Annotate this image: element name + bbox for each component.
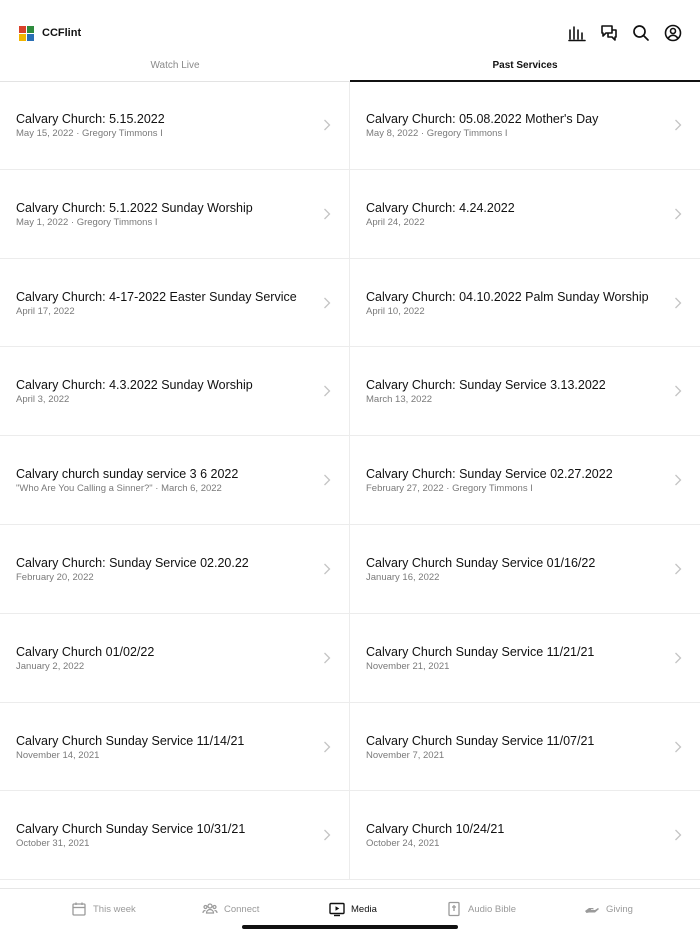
chevron-right-icon [323,208,331,220]
service-subtitle: April 3, 2022 [16,394,70,406]
service-item[interactable] [350,259,700,348]
service-subtitle: May 15, 2022 · Gregory Timmons I [16,128,163,139]
service-title: Calvary Church: 05.08.2022 Mother's Day [366,112,599,126]
service-item[interactable] [0,81,350,170]
equalizer-icon[interactable] [568,24,586,42]
service-subtitle: April 17, 2022 [16,305,75,317]
service-title: Calvary Church: Sunday Service 02.20.22 [16,555,249,570]
service-item[interactable] [0,347,350,436]
calendar-icon [71,901,87,917]
chevron-right-icon [323,474,331,486]
chevron-right-icon [674,208,682,220]
profile-icon[interactable] [664,24,682,42]
service-subtitle: February 27, 2022 · Gregory Timmons I [366,483,533,495]
chevron-right-icon [323,563,331,575]
tabbar-connect[interactable] [202,900,259,918]
bible-icon [446,901,462,917]
service-subtitle: March 13, 2022 [366,394,433,406]
tabbar-label: Media [351,903,377,915]
tabbar-label: This week [93,903,136,915]
service-title: Calvary Church: 4.24.2022 [366,200,515,215]
giving-hand-icon [584,901,600,917]
people-icon [202,901,218,917]
service-title: Calvary Church: 5.15.2022 [16,112,165,126]
service-title: Calvary Church: 5.1.2022 Sunday Worship [16,200,253,215]
chat-icon[interactable] [600,24,618,42]
service-subtitle: April 24, 2022 [366,216,425,228]
service-item[interactable] [350,81,700,170]
service-title: Calvary Church Sunday Service 11/07/21 [366,733,595,748]
chevron-right-icon [674,385,682,397]
service-subtitle: November 21, 2021 [366,660,450,672]
tabbar-label: Giving [606,903,633,915]
service-item[interactable] [0,791,350,880]
tabbar-this-week[interactable] [71,900,136,918]
service-title: Calvary Church 10/24/21 [366,822,505,837]
past-services-grid [0,81,700,881]
chevron-right-icon [674,652,682,664]
service-item[interactable] [0,170,350,259]
chevron-right-icon [674,297,682,309]
service-title: Calvary Church Sunday Service 01/16/22 [366,555,596,570]
service-title: Calvary Church Sunday Service 10/31/21 [16,822,246,837]
service-subtitle: November 14, 2021 [16,749,100,761]
tab-past-services[interactable]: Past Services [350,56,700,82]
service-subtitle: April 10, 2022 [366,305,425,317]
chevron-right-icon [674,829,682,841]
service-subtitle: October 31, 2021 [16,838,90,850]
service-item[interactable] [350,614,700,703]
service-title: Calvary church sunday service 3 6 2022 [16,467,239,482]
tabbar-giving[interactable] [584,900,633,918]
service-item[interactable] [0,703,350,792]
chevron-right-icon [674,741,682,753]
service-subtitle: "Who Are You Calling a Sinner?" · March 6, 2022 [16,483,222,495]
service-title: Calvary Church: 4.3.2022 Sunday Worship [16,378,253,393]
chevron-right-icon [674,119,682,131]
service-subtitle: October 24, 2021 [366,838,440,850]
service-title: Calvary Church: Sunday Service 02.27.2022 [366,467,613,482]
tabbar-audio-bible[interactable] [446,900,516,918]
service-item[interactable] [0,259,350,348]
tabbar-media[interactable] [329,900,377,918]
service-item[interactable] [350,436,700,525]
chevron-right-icon [674,563,682,575]
service-title: Calvary Church: 04.10.2022 Palm Sunday Worship [366,289,649,304]
service-title: Calvary Church: Sunday Service 3.13.2022 [366,378,606,393]
service-subtitle: November 7, 2021 [366,749,445,761]
tab-watch-live[interactable]: Watch Live [150,60,200,71]
chevron-right-icon [323,297,331,309]
service-subtitle: February 20, 2022 [16,571,94,583]
search-icon[interactable] [632,24,650,42]
service-subtitle: January 16, 2022 [366,571,440,583]
chevron-right-icon [674,474,682,486]
service-title: Calvary Church Sunday Service 11/14/21 [16,733,245,748]
service-item[interactable] [0,525,350,614]
service-subtitle: May 8, 2022 · Gregory Timmons I [366,128,508,139]
app-header [0,0,700,60]
service-item[interactable] [0,614,350,703]
chevron-right-icon [323,119,331,131]
app-title: CCFlint [42,27,82,39]
chevron-right-icon [323,741,331,753]
tabbar-label: Audio Bible [468,903,517,915]
home-indicator [242,925,458,929]
service-item[interactable] [0,436,350,525]
chevron-right-icon [323,385,331,397]
service-item[interactable] [350,170,700,259]
service-title: Calvary Church Sunday Service 11/21/21 [366,644,595,659]
service-subtitle: May 1, 2022 · Gregory Timmons I [16,216,158,228]
chevron-right-icon [323,829,331,841]
app-logo [19,26,34,41]
service-title: Calvary Church 01/02/22 [16,644,155,659]
service-item[interactable] [350,347,700,436]
service-title: Calvary Church: 4-17-2022 Easter Sunday Service [16,289,297,304]
service-item[interactable] [350,525,700,614]
service-item[interactable] [350,703,700,792]
service-subtitle: January 2, 2022 [16,660,85,672]
media-tabs [0,56,700,82]
media-icon [329,901,345,917]
tabbar-label: Connect [224,903,260,915]
service-item[interactable] [350,791,700,880]
chevron-right-icon [323,652,331,664]
